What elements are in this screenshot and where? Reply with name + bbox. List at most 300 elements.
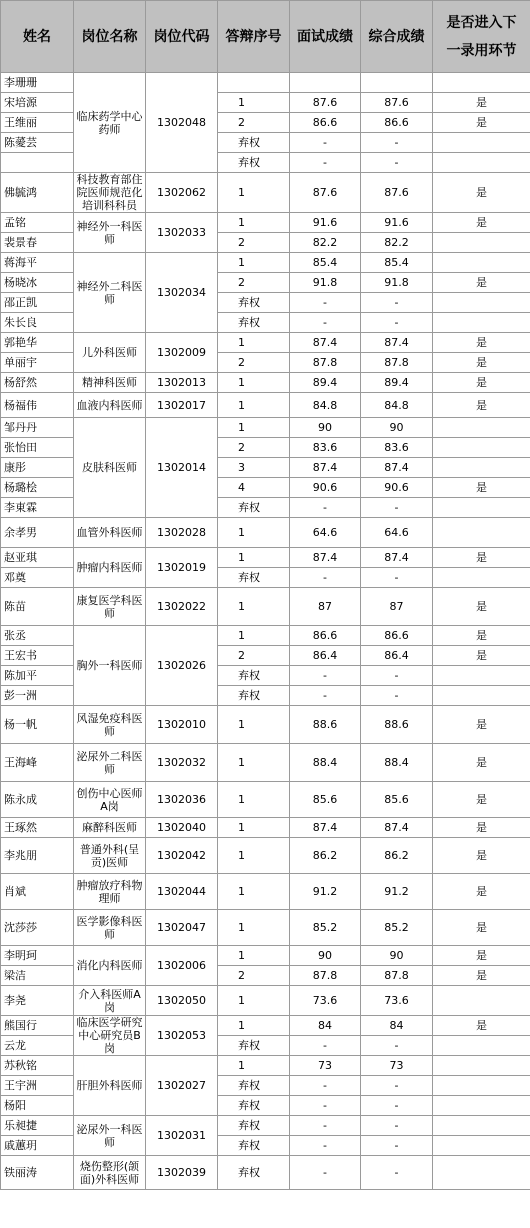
defense-order: 1 bbox=[218, 373, 290, 393]
total-score: 86.6 bbox=[361, 626, 433, 646]
defense-order: 弃权 bbox=[218, 1116, 290, 1136]
candidate-name: 杨舒然 bbox=[1, 373, 74, 393]
post-code: 1302026 bbox=[146, 626, 218, 706]
post-name: 医学影像科医师 bbox=[74, 910, 146, 946]
post-name: 烧伤整形(颌面)外科医师 bbox=[74, 1156, 146, 1190]
post-code: 1302028 bbox=[146, 518, 218, 548]
defense-order: 2 bbox=[218, 966, 290, 986]
col-header-code: 岗位代码 bbox=[146, 1, 218, 73]
interview-score: 85.6 bbox=[290, 782, 361, 818]
interview-score: 86.4 bbox=[290, 646, 361, 666]
next-stage-flag: 是 bbox=[433, 818, 530, 838]
defense-order: 1 bbox=[218, 588, 290, 626]
total-score: - bbox=[361, 133, 433, 153]
next-stage-flag: 是 bbox=[433, 93, 530, 113]
post-code: 1302039 bbox=[146, 1156, 218, 1190]
next-stage-flag: 是 bbox=[433, 782, 530, 818]
post-code: 1302033 bbox=[146, 213, 218, 253]
candidate-name: 杨璐桧 bbox=[1, 478, 74, 498]
candidate-name: 王宇洲 bbox=[1, 1076, 74, 1096]
defense-order: 弃权 bbox=[218, 666, 290, 686]
interview-score: 87.8 bbox=[290, 966, 361, 986]
candidate-name: 李明珂 bbox=[1, 946, 74, 966]
interview-score: 73 bbox=[290, 1056, 361, 1076]
header-row bbox=[1, 1, 530, 73]
interview-score: - bbox=[290, 313, 361, 333]
next-stage-flag: 是 bbox=[433, 478, 530, 498]
candidate-name: 杨福伟 bbox=[1, 393, 74, 418]
interview-score: 85.2 bbox=[290, 910, 361, 946]
total-score: 85.6 bbox=[361, 782, 433, 818]
total-score: - bbox=[361, 153, 433, 173]
defense-order: 1 bbox=[218, 213, 290, 233]
interview-score: - bbox=[290, 1036, 361, 1056]
post-code: 1302022 bbox=[146, 588, 218, 626]
total-score: 88.4 bbox=[361, 744, 433, 782]
total-score: 91.2 bbox=[361, 874, 433, 910]
defense-order: 弃权 bbox=[218, 313, 290, 333]
post-code: 1302050 bbox=[146, 986, 218, 1016]
table-row bbox=[1, 946, 530, 966]
post-name: 精神科医师 bbox=[74, 373, 146, 393]
total-score bbox=[361, 73, 433, 93]
candidate-name: 苏秋铭 bbox=[1, 1056, 74, 1076]
interview-score: - bbox=[290, 1116, 361, 1136]
next-stage-flag bbox=[433, 518, 530, 548]
table-row bbox=[1, 213, 530, 233]
table-row bbox=[1, 626, 530, 646]
defense-order: 弃权 bbox=[218, 293, 290, 313]
next-stage-flag bbox=[433, 1036, 530, 1056]
defense-order: 1 bbox=[218, 253, 290, 273]
defense-order: 弃权 bbox=[218, 498, 290, 518]
defense-order: 1 bbox=[218, 874, 290, 910]
table-row bbox=[1, 518, 530, 548]
defense-order: 1 bbox=[218, 818, 290, 838]
post-code: 1302040 bbox=[146, 818, 218, 838]
table-row bbox=[1, 1016, 530, 1036]
candidate-name: 邓奠 bbox=[1, 568, 74, 588]
total-score: 86.6 bbox=[361, 113, 433, 133]
post-code: 1302053 bbox=[146, 1016, 218, 1056]
next-stage-flag bbox=[433, 418, 530, 438]
total-score: 91.6 bbox=[361, 213, 433, 233]
table-row bbox=[1, 838, 530, 874]
post-name: 儿外科医师 bbox=[74, 333, 146, 373]
next-stage-flag: 是 bbox=[433, 113, 530, 133]
total-score: 87.8 bbox=[361, 966, 433, 986]
defense-order: 1 bbox=[218, 93, 290, 113]
next-stage-flag bbox=[433, 1116, 530, 1136]
table-row bbox=[1, 418, 530, 438]
post-name: 创伤中心医师A岗 bbox=[74, 782, 146, 818]
total-score: - bbox=[361, 1116, 433, 1136]
candidate-name: 肖斌 bbox=[1, 874, 74, 910]
candidate-name: 邵正凯 bbox=[1, 293, 74, 313]
defense-order: 1 bbox=[218, 910, 290, 946]
col-header-name: 姓名 bbox=[1, 1, 74, 73]
next-stage-flag: 是 bbox=[433, 744, 530, 782]
interview-score: 87.4 bbox=[290, 458, 361, 478]
candidate-name: 赵亚琪 bbox=[1, 548, 74, 568]
post-code: 1302036 bbox=[146, 782, 218, 818]
defense-order: 1 bbox=[218, 1016, 290, 1036]
total-score: - bbox=[361, 1096, 433, 1116]
table-row bbox=[1, 818, 530, 838]
post-code: 1302014 bbox=[146, 418, 218, 518]
total-score: - bbox=[361, 293, 433, 313]
total-score: 87.6 bbox=[361, 93, 433, 113]
defense-order: 1 bbox=[218, 706, 290, 744]
table-row bbox=[1, 744, 530, 782]
defense-order bbox=[218, 73, 290, 93]
candidate-name: 陈加平 bbox=[1, 666, 74, 686]
next-stage-flag: 是 bbox=[433, 1016, 530, 1036]
total-score: 84 bbox=[361, 1016, 433, 1036]
interview-score: - bbox=[290, 1156, 361, 1190]
post-code: 1302006 bbox=[146, 946, 218, 986]
interview-score: 88.6 bbox=[290, 706, 361, 744]
defense-order: 2 bbox=[218, 273, 290, 293]
interview-score: 87.8 bbox=[290, 353, 361, 373]
defense-order: 2 bbox=[218, 646, 290, 666]
total-score: 87.4 bbox=[361, 458, 433, 478]
defense-order: 1 bbox=[218, 393, 290, 418]
total-score: - bbox=[361, 686, 433, 706]
table-row bbox=[1, 253, 530, 273]
candidate-name: 张怡田 bbox=[1, 438, 74, 458]
next-stage-flag: 是 bbox=[433, 838, 530, 874]
total-score: - bbox=[361, 1136, 433, 1156]
next-stage-flag: 是 bbox=[433, 706, 530, 744]
interview-score: - bbox=[290, 1136, 361, 1156]
next-stage-flag: 是 bbox=[433, 213, 530, 233]
next-stage-flag bbox=[433, 1136, 530, 1156]
next-stage-flag bbox=[433, 568, 530, 588]
post-name: 泌尿外一科医师 bbox=[74, 1116, 146, 1156]
defense-order: 2 bbox=[218, 113, 290, 133]
table-row bbox=[1, 588, 530, 626]
total-score: 64.6 bbox=[361, 518, 433, 548]
post-name: 康复医学科医师 bbox=[74, 588, 146, 626]
post-name: 胸外一科医师 bbox=[74, 626, 146, 706]
interview-score: 90.6 bbox=[290, 478, 361, 498]
candidate-name: 张丞 bbox=[1, 626, 74, 646]
defense-order: 1 bbox=[218, 1056, 290, 1076]
candidate-name: 康彤 bbox=[1, 458, 74, 478]
candidate-name: 陈薆芸 bbox=[1, 133, 74, 153]
next-stage-flag: 是 bbox=[433, 910, 530, 946]
candidate-name: 李東霖 bbox=[1, 498, 74, 518]
interview-score: 87.6 bbox=[290, 173, 361, 213]
next-stage-flag: 是 bbox=[433, 273, 530, 293]
candidate-name: 云龙 bbox=[1, 1036, 74, 1056]
post-code: 1302027 bbox=[146, 1056, 218, 1116]
total-score: - bbox=[361, 498, 433, 518]
candidate-name: 单丽宇 bbox=[1, 353, 74, 373]
next-stage-flag: 是 bbox=[433, 626, 530, 646]
col-header-next bbox=[433, 1, 530, 73]
next-stage-flag bbox=[433, 498, 530, 518]
candidate-name: 杨一帆 bbox=[1, 706, 74, 744]
interview-score: - bbox=[290, 666, 361, 686]
table-row bbox=[1, 173, 530, 213]
post-code: 1302009 bbox=[146, 333, 218, 373]
total-score: 86.4 bbox=[361, 646, 433, 666]
defense-order: 1 bbox=[218, 518, 290, 548]
next-stage-flag bbox=[433, 438, 530, 458]
next-stage-flag bbox=[433, 253, 530, 273]
col-header-seq: 答辩序号 bbox=[218, 1, 290, 73]
defense-order: 3 bbox=[218, 458, 290, 478]
interview-score: 83.6 bbox=[290, 438, 361, 458]
candidate-name: 朱长良 bbox=[1, 313, 74, 333]
candidate-name bbox=[1, 153, 74, 173]
total-score: 90.6 bbox=[361, 478, 433, 498]
table-row bbox=[1, 1116, 530, 1136]
table-row bbox=[1, 910, 530, 946]
defense-order: 弃权 bbox=[218, 568, 290, 588]
table-row bbox=[1, 782, 530, 818]
post-name: 血液内科医师 bbox=[74, 393, 146, 418]
next-stage-flag bbox=[433, 1056, 530, 1076]
interview-score: 87.6 bbox=[290, 93, 361, 113]
defense-order: 1 bbox=[218, 418, 290, 438]
total-score: - bbox=[361, 1156, 433, 1190]
candidate-name: 王维丽 bbox=[1, 113, 74, 133]
total-score: 73 bbox=[361, 1056, 433, 1076]
post-name: 神经外二科医师 bbox=[74, 253, 146, 333]
next-stage-flag bbox=[433, 1076, 530, 1096]
col-header-total: 综合成绩 bbox=[361, 1, 433, 73]
candidate-name: 余孝男 bbox=[1, 518, 74, 548]
post-name: 泌尿外二科医师 bbox=[74, 744, 146, 782]
next-stage-flag bbox=[433, 233, 530, 253]
interview-score: - bbox=[290, 686, 361, 706]
interview-score: 89.4 bbox=[290, 373, 361, 393]
interview-score: 87.4 bbox=[290, 818, 361, 838]
post-code: 1302031 bbox=[146, 1116, 218, 1156]
candidate-name: 佛毓鸿 bbox=[1, 173, 74, 213]
interview-score: 91.6 bbox=[290, 213, 361, 233]
defense-order: 4 bbox=[218, 478, 290, 498]
defense-order: 1 bbox=[218, 173, 290, 213]
next-stage-flag: 是 bbox=[433, 646, 530, 666]
next-stage-flag bbox=[433, 293, 530, 313]
next-stage-flag bbox=[433, 986, 530, 1016]
candidate-name: 乐昶捷 bbox=[1, 1116, 74, 1136]
total-score: 73.6 bbox=[361, 986, 433, 1016]
interview-score: 87 bbox=[290, 588, 361, 626]
defense-order: 1 bbox=[218, 838, 290, 874]
next-stage-flag bbox=[433, 666, 530, 686]
table-row bbox=[1, 1156, 530, 1190]
candidate-name: 铁丽涛 bbox=[1, 1156, 74, 1190]
next-stage-flag: 是 bbox=[433, 393, 530, 418]
post-name: 神经外一科医师 bbox=[74, 213, 146, 253]
interview-score: 86.6 bbox=[290, 113, 361, 133]
candidate-name: 李尧 bbox=[1, 986, 74, 1016]
interview-score: 90 bbox=[290, 418, 361, 438]
defense-order: 1 bbox=[218, 986, 290, 1016]
post-name: 介入科医师A岗 bbox=[74, 986, 146, 1016]
interview-score: 85.4 bbox=[290, 253, 361, 273]
candidate-name: 熊国行 bbox=[1, 1016, 74, 1036]
interview-score: - bbox=[290, 133, 361, 153]
defense-order: 1 bbox=[218, 744, 290, 782]
post-name: 风湿免疫科医师 bbox=[74, 706, 146, 744]
post-name: 普通外科(呈贡)医师 bbox=[74, 838, 146, 874]
interview-score: - bbox=[290, 1076, 361, 1096]
next-stage-flag: 是 bbox=[433, 946, 530, 966]
next-stage-flag: 是 bbox=[433, 173, 530, 213]
table-row bbox=[1, 874, 530, 910]
interview-score: - bbox=[290, 153, 361, 173]
total-score: 90 bbox=[361, 418, 433, 438]
col-header-post: 岗位名称 bbox=[74, 1, 146, 73]
candidate-name: 宋培源 bbox=[1, 93, 74, 113]
table-row bbox=[1, 73, 530, 93]
table-row bbox=[1, 548, 530, 568]
candidate-name: 王海峰 bbox=[1, 744, 74, 782]
interview-score: - bbox=[290, 293, 361, 313]
defense-order: 1 bbox=[218, 782, 290, 818]
defense-order: 2 bbox=[218, 438, 290, 458]
interview-score: - bbox=[290, 1096, 361, 1116]
total-score: 87 bbox=[361, 588, 433, 626]
interview-score: 87.4 bbox=[290, 548, 361, 568]
table-row bbox=[1, 333, 530, 353]
candidate-name: 裴景春 bbox=[1, 233, 74, 253]
post-code: 1302032 bbox=[146, 744, 218, 782]
candidate-name: 戚蕙玥 bbox=[1, 1136, 74, 1156]
total-score: 86.2 bbox=[361, 838, 433, 874]
post-code: 1302010 bbox=[146, 706, 218, 744]
defense-order: 1 bbox=[218, 548, 290, 568]
post-name: 消化内科医师 bbox=[74, 946, 146, 986]
total-score: 84.8 bbox=[361, 393, 433, 418]
candidate-name: 王宏书 bbox=[1, 646, 74, 666]
interview-score: 91.2 bbox=[290, 874, 361, 910]
next-stage-flag bbox=[433, 1156, 530, 1190]
next-stage-flag: 是 bbox=[433, 373, 530, 393]
interview-score: 87.4 bbox=[290, 333, 361, 353]
defense-order: 弃权 bbox=[218, 686, 290, 706]
post-name: 肿瘤内科医师 bbox=[74, 548, 146, 588]
candidate-name: 沈莎莎 bbox=[1, 910, 74, 946]
post-name: 麻醉科医师 bbox=[74, 818, 146, 838]
candidate-name: 梁洁 bbox=[1, 966, 74, 986]
col-header-next-line1: 是否进入下 bbox=[446, 14, 517, 31]
defense-order: 弃权 bbox=[218, 1136, 290, 1156]
defense-order: 1 bbox=[218, 626, 290, 646]
next-stage-flag: 是 bbox=[433, 353, 530, 373]
post-code: 1302062 bbox=[146, 173, 218, 213]
interview-score: 84.8 bbox=[290, 393, 361, 418]
post-name: 皮肤科医师 bbox=[74, 418, 146, 518]
total-score: 83.6 bbox=[361, 438, 433, 458]
table-row bbox=[1, 1056, 530, 1076]
post-name: 肝胆外科医师 bbox=[74, 1056, 146, 1116]
post-code: 1302017 bbox=[146, 393, 218, 418]
interview-score: 86.6 bbox=[290, 626, 361, 646]
candidate-name: 杨晓冰 bbox=[1, 273, 74, 293]
defense-order: 弃权 bbox=[218, 1076, 290, 1096]
total-score: 87.4 bbox=[361, 818, 433, 838]
post-code: 1302048 bbox=[146, 73, 218, 173]
post-code: 1302044 bbox=[146, 874, 218, 910]
interview-score: 73.6 bbox=[290, 986, 361, 1016]
defense-order: 1 bbox=[218, 333, 290, 353]
candidate-name: 郭艳华 bbox=[1, 333, 74, 353]
defense-order: 2 bbox=[218, 353, 290, 373]
post-name: 临床药学中心药师 bbox=[74, 73, 146, 173]
interview-score: 84 bbox=[290, 1016, 361, 1036]
post-name: 血管外科医师 bbox=[74, 518, 146, 548]
defense-order: 弃权 bbox=[218, 1156, 290, 1190]
candidate-name: 陈苗 bbox=[1, 588, 74, 626]
interview-score: - bbox=[290, 498, 361, 518]
total-score: 90 bbox=[361, 946, 433, 966]
total-score: 87.4 bbox=[361, 548, 433, 568]
post-code: 1302013 bbox=[146, 373, 218, 393]
candidate-name: 杨阳 bbox=[1, 1096, 74, 1116]
next-stage-flag: 是 bbox=[433, 548, 530, 568]
defense-order: 弃权 bbox=[218, 153, 290, 173]
table-row bbox=[1, 706, 530, 744]
post-code: 1302047 bbox=[146, 910, 218, 946]
next-stage-flag bbox=[433, 313, 530, 333]
post-code: 1302034 bbox=[146, 253, 218, 333]
defense-order: 弃权 bbox=[218, 1036, 290, 1056]
total-score: 91.8 bbox=[361, 273, 433, 293]
interview-score: 64.6 bbox=[290, 518, 361, 548]
interview-score: - bbox=[290, 568, 361, 588]
total-score: 82.2 bbox=[361, 233, 433, 253]
next-stage-flag bbox=[433, 458, 530, 478]
next-stage-flag bbox=[433, 133, 530, 153]
total-score: - bbox=[361, 313, 433, 333]
next-stage-flag: 是 bbox=[433, 966, 530, 986]
total-score: - bbox=[361, 666, 433, 686]
total-score: 85.2 bbox=[361, 910, 433, 946]
interview-score: 82.2 bbox=[290, 233, 361, 253]
candidate-name: 陈永成 bbox=[1, 782, 74, 818]
interview-score: 86.2 bbox=[290, 838, 361, 874]
defense-order: 弃权 bbox=[218, 133, 290, 153]
candidate-name: 李珊珊 bbox=[1, 73, 74, 93]
defense-order: 1 bbox=[218, 946, 290, 966]
total-score: 87.4 bbox=[361, 333, 433, 353]
total-score: 89.4 bbox=[361, 373, 433, 393]
interview-score: 90 bbox=[290, 946, 361, 966]
total-score: 87.8 bbox=[361, 353, 433, 373]
table-row bbox=[1, 986, 530, 1016]
post-code: 1302042 bbox=[146, 838, 218, 874]
table-row bbox=[1, 373, 530, 393]
next-stage-flag bbox=[433, 686, 530, 706]
candidate-name: 蒋海平 bbox=[1, 253, 74, 273]
total-score: 85.4 bbox=[361, 253, 433, 273]
post-code: 1302019 bbox=[146, 548, 218, 588]
total-score: 87.6 bbox=[361, 173, 433, 213]
candidate-name: 李兆朋 bbox=[1, 838, 74, 874]
defense-order: 2 bbox=[218, 233, 290, 253]
candidate-name: 彭一洲 bbox=[1, 686, 74, 706]
total-score: - bbox=[361, 1076, 433, 1096]
candidate-name: 邹丹丹 bbox=[1, 418, 74, 438]
total-score: 88.6 bbox=[361, 706, 433, 744]
